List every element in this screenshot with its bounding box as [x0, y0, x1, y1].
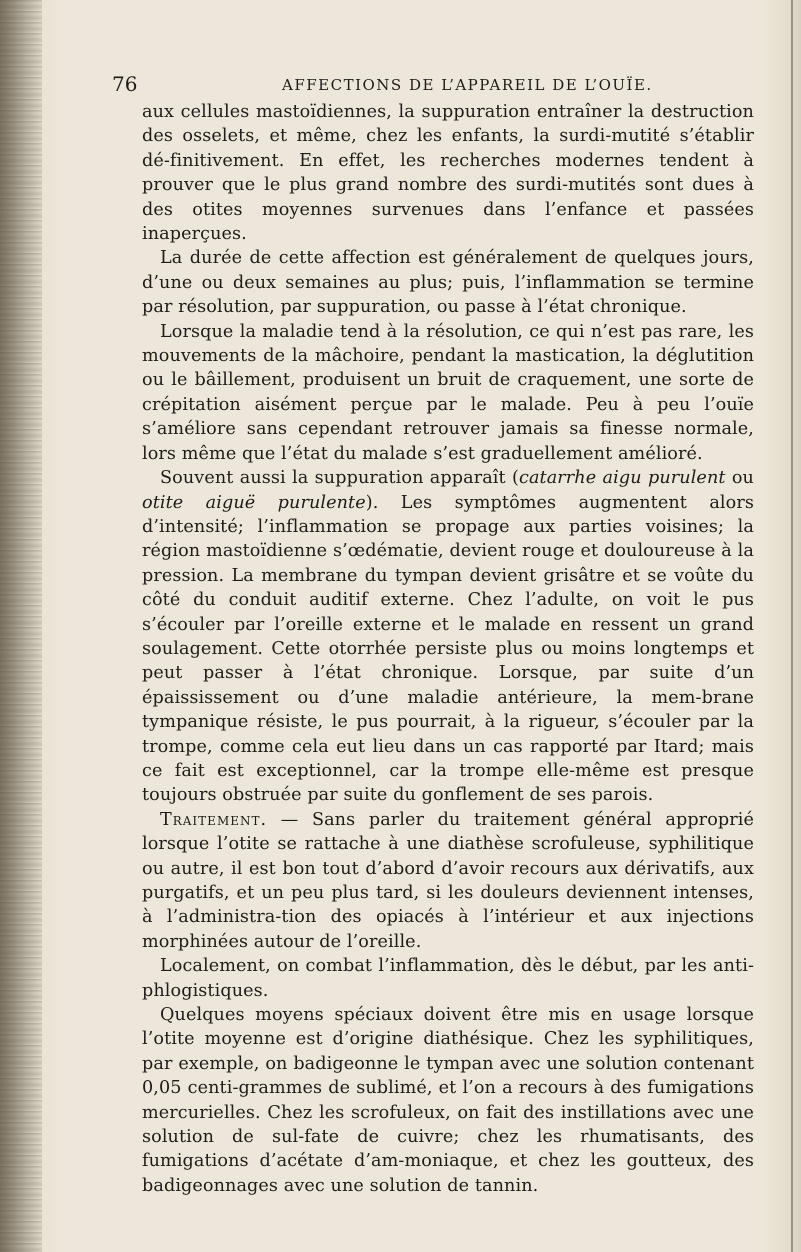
page-edge [791, 0, 793, 1252]
paragraph-4 [142, 466, 754, 808]
paragraph-5 [142, 808, 754, 954]
paragraph-2: La durée de cette affection est généralement de quelques jours, d’une ou deux semaines au plus; puis, l’inflammation se termine par résolution, par suppuration, ou passe à l’état chronique. [142, 248, 754, 318]
page-number: 76 [112, 72, 138, 96]
page-header [112, 72, 772, 98]
paragraph-4-italic-2: otite aiguë purulente [142, 492, 366, 513]
paragraph-6: Localement, on combat l’inflammation, dès le début, par les anti-phlogistiques. [142, 956, 754, 1001]
paragraph-4-text-c: ). Les symptômes augmentent alors d’intensité; l’inflammation se propage aux parties voisines; la région mastoïdienne s’œdématie, devient rouge et douloureuse à la pression. La membrane du tympan devient grisâtre et se voûte du côté du conduit auditif externe. Chez l’adulte, on voit le pus s’écouler par l’oreille externe et le malade en ressent un grand soulagement. Cette otorrhée persiste plus ou moins longtemps et peut passer à l’état chronique. Lorsque, par suite d’un épaississement ou d’une maladie antérieure, la mem-brane tympanique résiste, le pus pourrait, à la rigueur, s’écouler par la trompe, comme cela eut lieu dans un cas rapporté par Itard; mais ce fait est exceptionnel, car la trompe elle-même est presque toujours obstruée par suite du gonflement de ses parois. [142, 492, 754, 806]
paragraph-4-text-b: ou [725, 468, 754, 489]
paragraph-1: aux cellules mastoïdiennes, la suppuration entraîner la destruction des osselets, et même, chez les enfants, la surdi-mutité s’établir dé-finitivement. En effet, les recherches modernes tendent à prouver que le plus grand nombre des surdi-mutités sont dues à des otites moyennes survenues dans l’enfance et passées inaperçues. [142, 102, 754, 245]
book-binding-shadow [0, 0, 42, 1252]
body-text [142, 100, 754, 1198]
section-label-traitement: Traitement. [160, 809, 268, 830]
running-title: AFFECTIONS DE L’APPAREIL DE L’OUÏE. [282, 76, 653, 94]
paragraph-7: Quelques moyens spéciaux doivent être mis en usage lorsque l’otite moyenne est d’origine diathésique. Chez les syphilitiques, par exemple, on badigeonne le tympan avec une solution contenant 0,05 centi-grammes de sublimé, et l’on a recours à des fumigations mercurielles. Chez les scrofuleux, on fait des instillations avec une solution de sul-fate de cuivre; chez les rhumatisants, des fumigations d’acétate d’am-moniaque, et chez les goutteux, des badigeonnages avec une solution de tannin. [142, 1005, 754, 1196]
paragraph-3: Lorsque la maladie tend à la résolution, ce qui n’est pas rare, les mouvements de la mâchoire, pendant la mastication, la déglutition ou le bâillement, produisent un bruit de craquement, une sorte de crépitation aisément perçue par le malade. Peu à peu l’ouïe s’améliore sans cependant retrouver jamais sa finesse normale, lors même que l’état du malade s’est graduellement amélioré. [142, 321, 754, 464]
paragraph-5-text: — Sans parler du traitement général approprié lorsque l’otite se rattache à une diathèse scrofuleuse, syphilitique ou autre, il est bon tout d’abord d’avoir recours aux dérivatifs, aux purgatifs, et un peu plus tard, si les douleurs deviennent intenses, à l’administra-tion des opiacés à l’intérieur et aux injections morphinées autour de l’oreille. [142, 809, 754, 952]
paragraph-4-italic-1: catarrhe aigu purulent [518, 468, 726, 489]
paragraph-4-text-a: Souvent aussi la suppuration apparaît ( [160, 468, 519, 489]
